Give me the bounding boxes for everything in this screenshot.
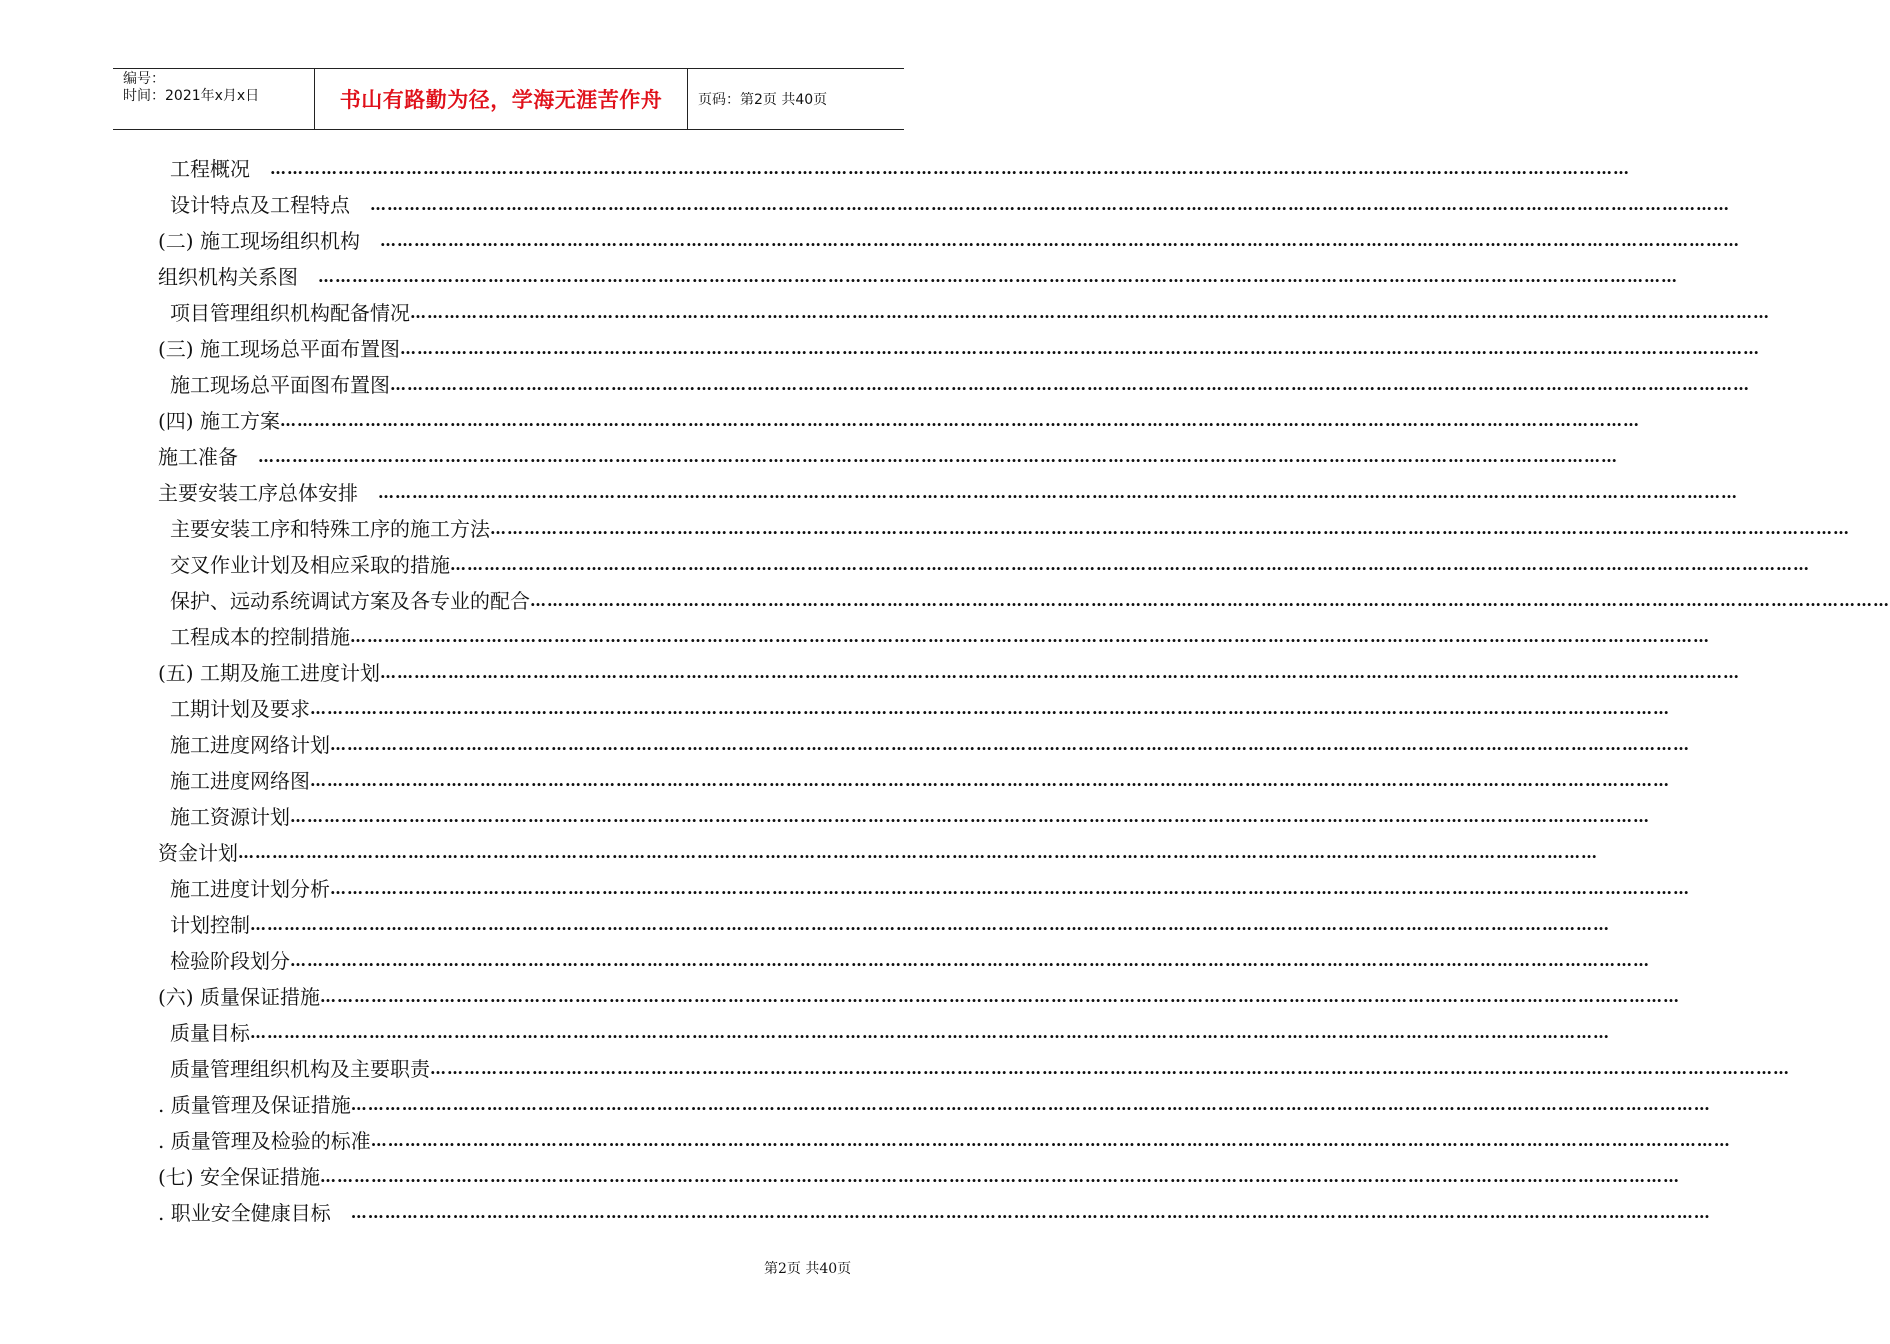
toc-entry-label: 施工进度网络图 [170,769,310,793]
toc-entry[interactable] [158,1088,1711,1118]
toc-entry[interactable] [170,512,1850,542]
toc-entry-label: 质量管理组织机构及主要职责 [170,1057,430,1081]
toc-entry[interactable] [158,980,1680,1010]
toc-entry-label: (三) 施工现场总平面布置图 [158,337,400,361]
toc-leader-dots: …………………………………………………………………………………………………………………………………………………………………………………………………………………… [310,771,1670,790]
toc-leader-dots: …………………………………………………………………………………………………………………………………………………………………………………………………………………… [250,1023,1610,1042]
toc-entry[interactable] [170,872,1690,902]
toc-leader-dots: …………………………………………………………………………………………………………………………………………………………………………………………………………………… [378,483,1738,502]
toc-entry-label: (七) 安全保证措施 [158,1165,320,1189]
header-meta [113,69,315,129]
toc-entry-label: 施工资源计划 [170,805,290,829]
toc-leader-dots: …………………………………………………………………………………………………………………………………………………………………………………………………………………… [390,375,1750,394]
toc-entry-label: 工程成本的控制措施 [170,625,350,649]
toc-entry[interactable] [158,1124,1731,1154]
toc-entry[interactable] [158,332,1760,362]
toc-entry-label: 资金计划 [158,841,238,865]
toc-entry-label: 计划控制 [170,913,250,937]
toc-leader-dots: …………………………………………………………………………………………………………………………………………………………………………………………………………………… [370,1131,1731,1150]
toc-leader-dots: …………………………………………………………………………………………………………………………………………………………………………………………………………………… [350,1203,1711,1222]
toc-entry-label: (二) 施工现场组织机构 [158,229,380,253]
toc-entry-label: 设计特点及工程特点 [170,193,370,217]
toc-entry-label: 质量目标 [170,1021,250,1045]
page-header [113,68,904,130]
toc-entry-label: 施工进度网络计划 [170,733,330,757]
toc-leader-dots: …………………………………………………………………………………………………………………………………………………………………………………………………………………… [319,1167,1680,1186]
toc-entry[interactable] [170,1052,1790,1082]
toc-leader-dots: …………………………………………………………………………………………………………………………………………………………………………………………………………………… [370,195,1730,214]
toc-leader-dots: …………………………………………………………………………………………………………………………………………………………………………………………………………………… [399,339,1760,358]
toc-leader-dots: …………………………………………………………………………………………………………………………………………………………………………………………………………………… [379,663,1740,682]
page-footer: 第2页 共40页 [764,1261,852,1277]
toc-leader-dots: …………………………………………………………………………………………………………………………………………………………………………………………………………………… [290,951,1650,970]
time-label: 时间：2021年x月x日 [123,88,260,104]
toc-entry-label: 施工准备 [158,445,258,469]
toc-entry-label: 组织机构关系图 [158,265,318,289]
toc-entry[interactable] [170,1016,1610,1046]
toc-leader-dots: …………………………………………………………………………………………………………………………………………………………………………………………………………………… [279,411,1640,430]
toc-entry[interactable] [170,692,1670,722]
toc-leader-dots: …………………………………………………………………………………………………………………………………………………………………………………………………………………… [379,231,1740,250]
number-label: 编号： [123,71,165,87]
toc-entry[interactable] [170,800,1650,830]
toc-entry-label: (六) 质量保证措施 [158,985,320,1009]
toc-entry[interactable] [170,908,1610,938]
toc-leader-dots: …………………………………………………………………………………………………………………………………………………………………………………………………………………… [330,879,1690,898]
toc-entry-label: 保护、远动系统调试方案及各专业的配合 [170,589,530,613]
toc-entry[interactable] [170,152,1630,182]
toc-entry[interactable] [158,260,1678,290]
toc-leader-dots: …………………………………………………………………………………………………………………………………………………………………………………………………………………… [530,591,1890,610]
toc-entry-label: . 职业安全健康目标 [158,1201,351,1225]
toc-entry[interactable] [170,368,1750,398]
toc-entry-label: 工期计划及要求 [170,697,310,721]
toc-entry[interactable] [158,404,1640,434]
header-motto: 书山有路勤为径，学海无涯苦作舟 [315,69,688,129]
toc-entry-label: . 质量管理及检验的标准 [158,1129,371,1153]
toc-entry-label: (四) 施工方案 [158,409,280,433]
toc-entry-label: 工程概况 [170,157,270,181]
toc-entry[interactable] [158,1160,1680,1190]
toc-entry[interactable] [170,584,1890,614]
toc-entry-label: 检验阶段划分 [170,949,290,973]
toc-entry[interactable] [170,944,1650,974]
toc-leader-dots: …………………………………………………………………………………………………………………………………………………………………………………………………………………… [250,915,1610,934]
toc-leader-dots: …………………………………………………………………………………………………………………………………………………………………………………………………………………… [450,555,1810,574]
toc-entry[interactable] [158,1196,1711,1226]
toc-entry-label: 施工进度计划分析 [170,877,330,901]
toc-entry-label: 施工现场总平面图布置图 [170,373,390,397]
toc-entry[interactable] [158,836,1598,866]
toc-leader-dots: …………………………………………………………………………………………………………………………………………………………………………………………………………………… [350,1095,1711,1114]
toc-entry-label: 项目管理组织机构配备情况 [170,301,410,325]
toc-leader-dots: …………………………………………………………………………………………………………………………………………………………………………………………………………………… [350,627,1710,646]
toc-leader-dots: …………………………………………………………………………………………………………………………………………………………………………………………………………………… [319,987,1680,1006]
toc-leader-dots: …………………………………………………………………………………………………………………………………………………………………………………………………………………… [270,159,1630,178]
toc-leader-dots: …………………………………………………………………………………………………………………………………………………………………………………………………………………… [310,699,1670,718]
toc-leader-dots: …………………………………………………………………………………………………………………………………………………………………………………………………………………… [490,519,1850,538]
toc-leader-dots: …………………………………………………………………………………………………………………………………………………………………………………………………………………… [330,735,1690,754]
toc-leader-dots: …………………………………………………………………………………………………………………………………………………………………………………………………………………… [238,843,1598,862]
toc-leader-dots: …………………………………………………………………………………………………………………………………………………………………………………………………………………… [258,447,1618,466]
toc-entry[interactable] [158,656,1740,686]
toc-entry[interactable] [158,440,1618,470]
toc-entry[interactable] [158,224,1740,254]
toc-entry[interactable] [170,764,1670,794]
toc-entry-label: 主要安装工序总体安排 [158,481,378,505]
toc-entry[interactable] [170,728,1690,758]
toc-entry-label: 交叉作业计划及相应采取的措施 [170,553,450,577]
header-page-info: 页码：第2页 共40页 [698,92,828,108]
toc-entry-label: . 质量管理及保证措施 [158,1093,351,1117]
toc-entry[interactable] [158,476,1738,506]
toc-entry[interactable] [170,548,1810,578]
toc-entry[interactable] [170,188,1730,218]
toc-leader-dots: …………………………………………………………………………………………………………………………………………………………………………………………………………………… [290,807,1650,826]
toc-entry[interactable] [170,296,1770,326]
toc-leader-dots: …………………………………………………………………………………………………………………………………………………………………………………………………………………… [410,303,1770,322]
toc-entry[interactable] [170,620,1710,650]
toc-leader-dots: …………………………………………………………………………………………………………………………………………………………………………………………………………………… [430,1059,1790,1078]
toc-leader-dots: …………………………………………………………………………………………………………………………………………………………………………………………………………………… [318,267,1678,286]
toc-entry-label: 主要安装工序和特殊工序的施工方法 [170,517,490,541]
toc-entry-label: (五) 工期及施工进度计划 [158,661,380,685]
